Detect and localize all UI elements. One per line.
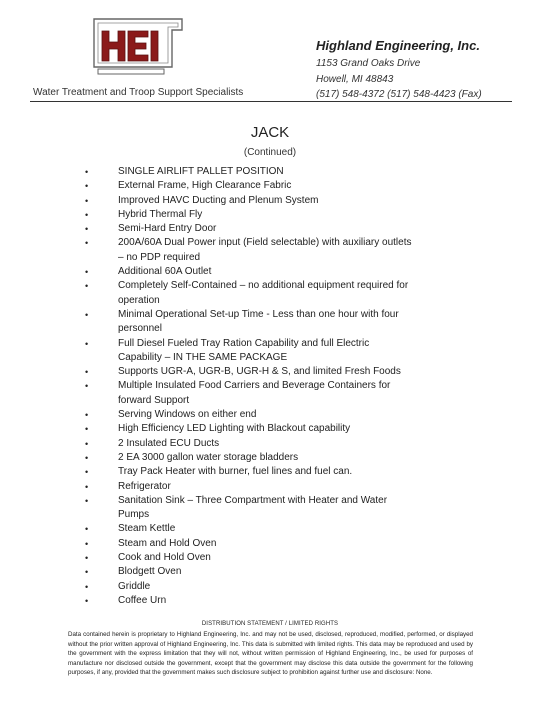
list-item-text: Serving Windows on either end (118, 409, 257, 421)
bullet-icon: • (85, 567, 89, 578)
list-item (85, 365, 415, 379)
bullet-icon: • (85, 167, 89, 177)
list-item-text: Improved HAVC Ducting and Plenum System (118, 194, 319, 206)
bullet-icon: • (85, 238, 89, 249)
list-item-text: Refrigerator (118, 480, 171, 492)
list-item-text: Blodgett Oven (118, 566, 182, 578)
list-item-text: Hybrid Thermal Fly (118, 208, 203, 220)
bullet-icon: • (85, 553, 89, 564)
list-item-text: SINGLE AIRLIFT PALLET POSITION (118, 166, 284, 177)
list-item-text: 2 Insulated ECU Ducts (118, 437, 220, 449)
list-item (85, 565, 415, 579)
bullet-icon: • (85, 495, 89, 506)
list-item-text: Coffee Urn (118, 594, 167, 606)
list-item (85, 222, 415, 236)
list-item (85, 594, 415, 608)
company-address (316, 56, 482, 103)
list-item (85, 451, 415, 465)
list-item (85, 379, 415, 408)
list-item (85, 494, 415, 523)
bullet-icon: • (85, 595, 89, 606)
bullet-icon: • (85, 452, 89, 463)
bullet-icon: • (85, 410, 89, 421)
bullet-icon: • (85, 438, 89, 449)
list-item (85, 279, 415, 308)
list-item (85, 480, 415, 494)
list-item (85, 308, 415, 337)
bullet-icon: • (85, 467, 89, 478)
bullet-icon: • (85, 195, 89, 206)
distribution-statement: Data contained herein is proprietary to Highland Engineering, Inc. and may not be used, disclosed, reproduced, modified, performed, or displayed without the prior written approval of Highland Engineering, Inc. This data is submitted with limited rights. This data may be reproduced and used by the government with the express limitation that they will not, without written permission of Highland Engineering, Inc., be used for purposes of manufacture nor disclosed outside the government, except that the government may disclose this data outside the government for the following purposes, if any, provided that the government makes such disclosure subject to prohibition against further use and disclosure: None. (68, 631, 473, 677)
bullet-icon: • (85, 309, 89, 320)
list-item-text: Steam and Hold Oven (118, 537, 217, 549)
list-item-text: Additional 60A Outlet (118, 266, 212, 278)
phone-fax: (517) 548-4372 (517) 548-4423 (Fax) (316, 89, 482, 100)
list-item (85, 194, 415, 208)
list-item-text: 200A/60A Dual Power input (Field selectable) with auxiliary outlets – no PDP required (118, 237, 412, 263)
list-item-text: Full Diesel Fueled Tray Ration Capability and full Electric Capability – IN THE SAME PACKAGE (118, 337, 370, 363)
list-item (85, 537, 415, 551)
list-item (85, 522, 415, 536)
list-item-text: 2 EA 3000 gallon water storage bladders (118, 451, 299, 463)
list-item (85, 408, 415, 422)
list-item (85, 422, 415, 436)
bullet-icon: • (85, 281, 89, 292)
company-logo (92, 17, 184, 77)
list-item (85, 179, 415, 193)
bullet-icon: • (85, 524, 89, 535)
bullet-icon: • (85, 338, 89, 349)
page-subtitle: (Continued) (243, 147, 297, 158)
list-item-text: Multiple Insulated Food Carriers and Beverage Containers for forward Support (118, 380, 391, 406)
list-item (85, 208, 415, 222)
list-item (85, 165, 415, 179)
bullet-icon: • (85, 181, 89, 192)
list-item-text: Semi-Hard Entry Door (118, 223, 217, 235)
list-item-text: Cook and Hold Oven (118, 552, 211, 564)
list-item (85, 236, 415, 265)
list-item-text: External Frame, High Clearance Fabric (118, 180, 292, 192)
list-item-text: Completely Self-Contained – no additional equipment required for operation (118, 280, 409, 306)
list-item-text: Griddle (118, 580, 151, 592)
bullet-icon: • (85, 224, 89, 235)
bullet-icon: • (85, 581, 89, 592)
page-title: JACK (250, 124, 290, 141)
bullet-icon: • (85, 267, 89, 278)
hei-logo-icon (92, 17, 184, 77)
company-name: Highland Engineering, Inc. (316, 38, 480, 53)
bullet-icon: • (85, 381, 89, 392)
list-item (85, 337, 415, 366)
bullet-icon: • (85, 367, 89, 378)
company-tagline: Water Treatment and Troop Support Specialists (33, 87, 244, 98)
bullet-icon: • (85, 424, 89, 435)
bullet-icon: • (85, 481, 89, 492)
list-item-text: Sanitation Sink – Three Compartment with Heater and Water Pumps (118, 494, 388, 521)
list-item (85, 437, 415, 451)
address-street: 1153 Grand Oaks Drive (316, 58, 421, 69)
list-item (85, 465, 415, 479)
list-item-text: High Efficiency LED Lighting with Blackout capability (118, 423, 351, 435)
bullet-icon: • (85, 209, 89, 220)
list-item-text: Steam Kettle (118, 523, 176, 535)
list-item-text: Tray Pack Heater with burner, fuel lines and fuel can. (118, 466, 353, 478)
list-item-text: Minimal Operational Set-up Time - Less than one hour with four personnel (118, 308, 399, 335)
list-item (85, 580, 415, 594)
bullet-icon: • (85, 538, 89, 549)
distribution-heading: DISTRIBUTION STATEMENT / LIMITED RIGHTS (201, 621, 339, 627)
header-divider (30, 101, 512, 102)
list-item-text: Supports UGR-A, UGR-B, UGR-H & S, and limited Fresh Foods (118, 366, 401, 378)
list-item (85, 265, 415, 279)
list-item (85, 551, 415, 565)
feature-list (85, 165, 415, 608)
address-city: Howell, MI 48843 (316, 73, 394, 85)
